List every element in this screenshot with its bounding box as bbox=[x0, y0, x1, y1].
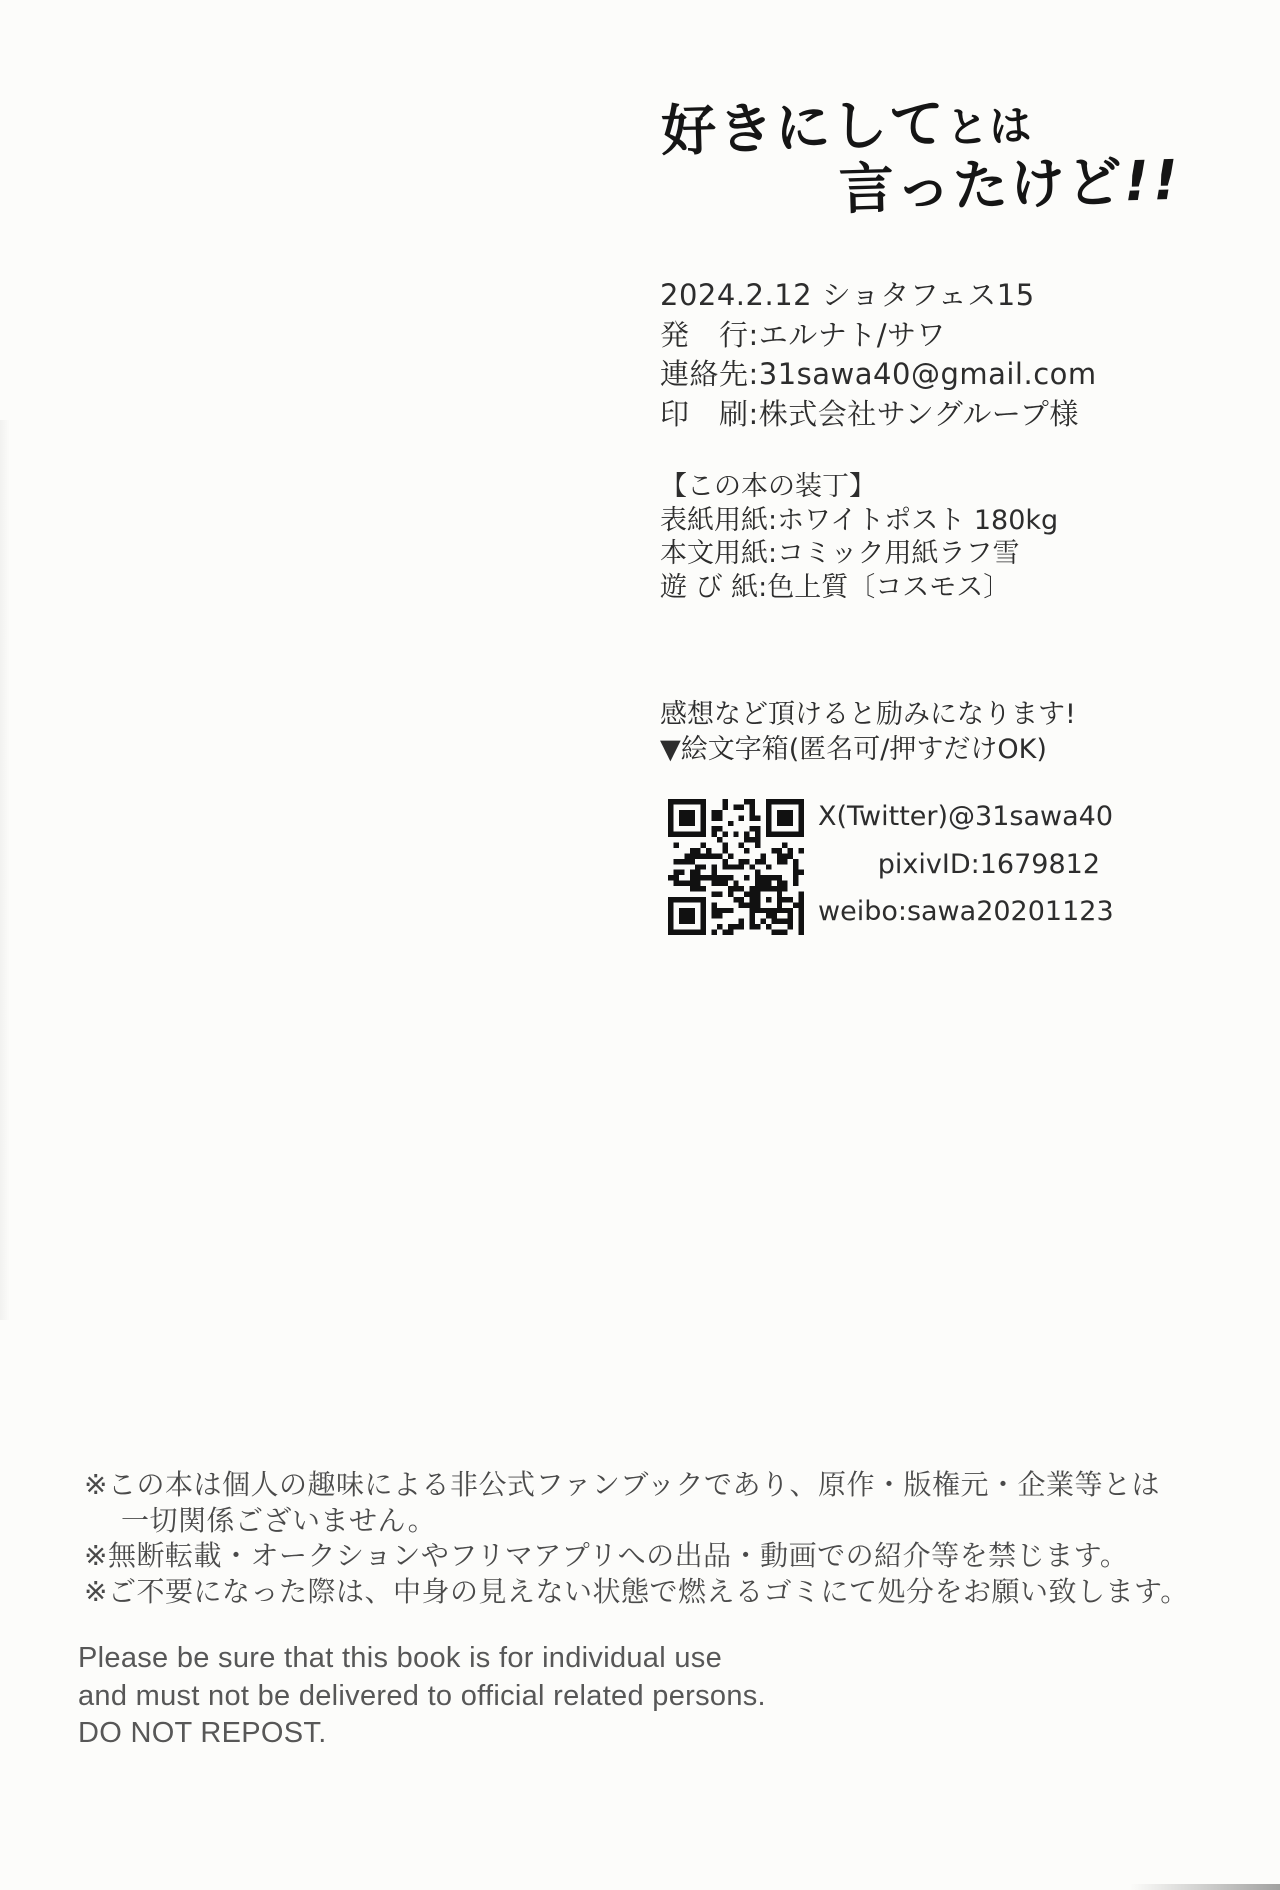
binding-heading: 【この本の装丁】 bbox=[660, 471, 876, 502]
event-date-line: 2024.2.12 ショタフェス15 bbox=[660, 278, 1035, 312]
contact-line: 連絡先:31sawa40@gmail.com bbox=[660, 357, 1097, 391]
publication-info bbox=[660, 276, 1097, 434]
disclaimer-line4: ※ご不要になった際は、中身の見えない状態で燃えるゴミにて処分をお願い致します。 bbox=[84, 1574, 1189, 1608]
social-handles bbox=[818, 796, 1114, 934]
book-title-small1: とは bbox=[945, 100, 1033, 153]
scan-left-shading bbox=[0, 420, 10, 1320]
twitter-handle: X(Twitter)@31sawa40 bbox=[818, 801, 1114, 832]
printer-line: 印 刷:株式会社サングループ様 bbox=[660, 396, 1079, 431]
english-line2: and must not be delivered to official related persons. bbox=[78, 1679, 766, 1712]
disclaimer-line2: 一切関係ございません。 bbox=[121, 1503, 437, 1537]
disclaimer-japanese bbox=[84, 1467, 1189, 1609]
binding-body-paper: 本文用紙:コミック用紙ラフ雪 bbox=[660, 538, 1020, 569]
binding-flyleaf-paper: 遊 び 紙:色上質〔コスモス〕 bbox=[660, 571, 1011, 603]
book-title-main1: 好きにして bbox=[660, 91, 948, 164]
book-title-main2: 言ったけど bbox=[838, 148, 1125, 221]
scan-edge-shadow bbox=[1130, 1884, 1280, 1890]
qr-social-row bbox=[668, 796, 1114, 938]
binding-cover-paper: 表紙用紙:ホワイトポスト 180kg bbox=[660, 504, 1059, 536]
disclaimer-line1: ※この本は個人の趣味による非公式ファンブックであり、原作・版権元・企業等とは bbox=[84, 1468, 1160, 1501]
pixiv-id: pixivID:1679812 bbox=[877, 848, 1100, 880]
book-title-line2 bbox=[838, 149, 1183, 219]
notice-english bbox=[78, 1640, 766, 1753]
english-line1: Please be sure that this book is for individual use bbox=[78, 1642, 722, 1674]
book-title-exclamation: !! bbox=[1122, 147, 1183, 213]
binding-info bbox=[660, 470, 1058, 604]
feedback-note bbox=[660, 697, 1076, 767]
disclaimer-line3: ※無断転載・オークションやフリマアプリへの出品・動画での紹介等を禁じます。 bbox=[84, 1539, 1129, 1572]
weibo-id: weibo:sawa20201123 bbox=[818, 896, 1114, 927]
book-title bbox=[660, 87, 1182, 224]
feedback-line2: ▼絵文字箱(匿名可/押すだけOK) bbox=[660, 734, 1047, 765]
feedback-line1: 感想など頂けると励みになります! bbox=[660, 699, 1076, 730]
publisher-line: 発 行:エルナト/サワ bbox=[660, 317, 947, 352]
english-line3: DO NOT REPOST. bbox=[78, 1717, 327, 1749]
qr-code-icon bbox=[668, 799, 804, 935]
